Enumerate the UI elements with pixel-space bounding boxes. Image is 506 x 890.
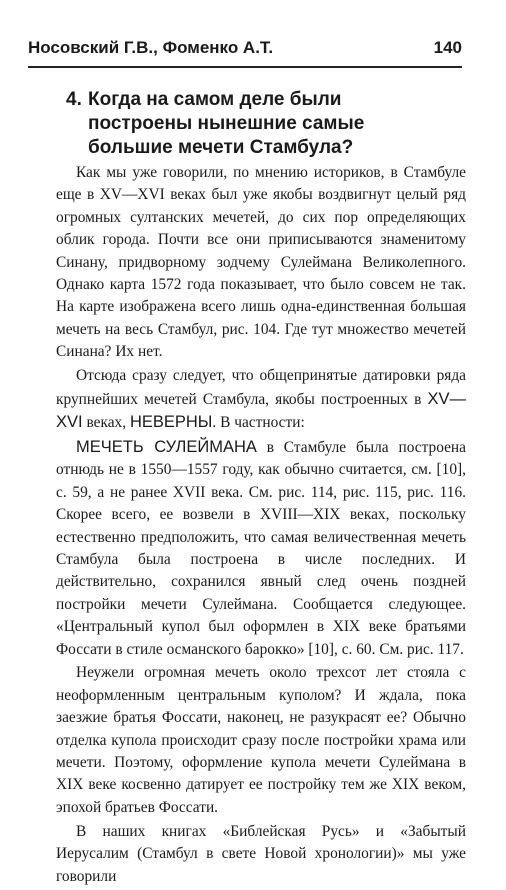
paragraph-text: Неужели огромная мечеть около трехсот лет стояла с неоформленным центральным куполом? И ждала, пока заезжие братья Фоссати, наконец, не разукрасят ее? Обычно отделка купола происходит сразу после постройки храма или мечети. Поэтому, оформление купола мечети Сулеймана в XIX веке косвенно датирует ее постройку тем же XIX веком, эпохой братьев Фоссати.	[56, 664, 466, 816]
paragraph-3	[56, 436, 466, 661]
paragraph-4	[56, 662, 466, 819]
chapter-number: 4.	[66, 89, 82, 110]
header-divider	[28, 66, 462, 68]
paragraph-text: Как мы уже говорили, по мнению историков, в Стамбуле еще в XV—XVI веках был уже якобы воздвигнут целый ряд огромных султанских мечетей, до сих пор определяющих облик города. Почти все они приписываются знаменитому Синану, придворному зодчему Сулеймана Великолепного. Однако карта 1572 года показывает, что было совсем не так. На карте изображена всего лишь одна-единственная большая мечеть на весь Стамбул, рис. 104. Где тут множество мечетей Синана? Их нет.	[56, 164, 466, 361]
paragraph-tail: . В частности:	[212, 413, 305, 431]
chapter-title: Когда на самом деле были построены нынешние самые большие мечети Стамбула?	[88, 89, 365, 158]
header-authors: Носовский Г.В., Фоменко А.Т.	[28, 38, 274, 57]
chapter-heading	[66, 88, 446, 160]
paragraph-text: в Стамбуле была построена отнюдь не в 1550—1557 году, как обычно считается, см. [10], с. 59, а не ранее XVII века. См. рис. 114, рис. 115, рис. 116. Скорее всего, ее возвели в XVIII—XIX веках, поскольку естественно предположить, что самая величественная мечеть Стамбула была построена в числе последних. И действительно, сохранился явный след очень поздней постройки мечети Сулеймана. Сообщается следующее. «Центральный купол был оформлен в XIX веке братьями Фоссати в стиле османского барокко» [10], с. 60. См. рис. 117.	[56, 438, 466, 658]
century-emphasis: XV—XVI	[56, 389, 466, 431]
paragraph-mid: веках,	[82, 413, 130, 431]
wrong-emphasis: НЕВЕРНЫ	[129, 412, 213, 431]
paragraph-lead: Отсюда сразу следует, что общепринятые датировки ряда крупнейших мечетей Стамбула, якобы построенных в	[56, 367, 466, 408]
mosque-name-emphasis: МЕЧЕТЬ СУЛЕЙМАНА	[76, 437, 257, 456]
paragraph-5	[56, 821, 466, 888]
paragraph-2	[56, 365, 466, 434]
paragraph-1	[56, 162, 466, 364]
running-header	[28, 38, 462, 58]
body-text	[56, 162, 466, 890]
paragraph-text: В наших книгах «Библейская Русь» и «Забытый Иерусалим (Стамбул в свете Новой хронологии)» мы уже говорили	[56, 822, 466, 885]
page-number: 140	[433, 38, 462, 57]
